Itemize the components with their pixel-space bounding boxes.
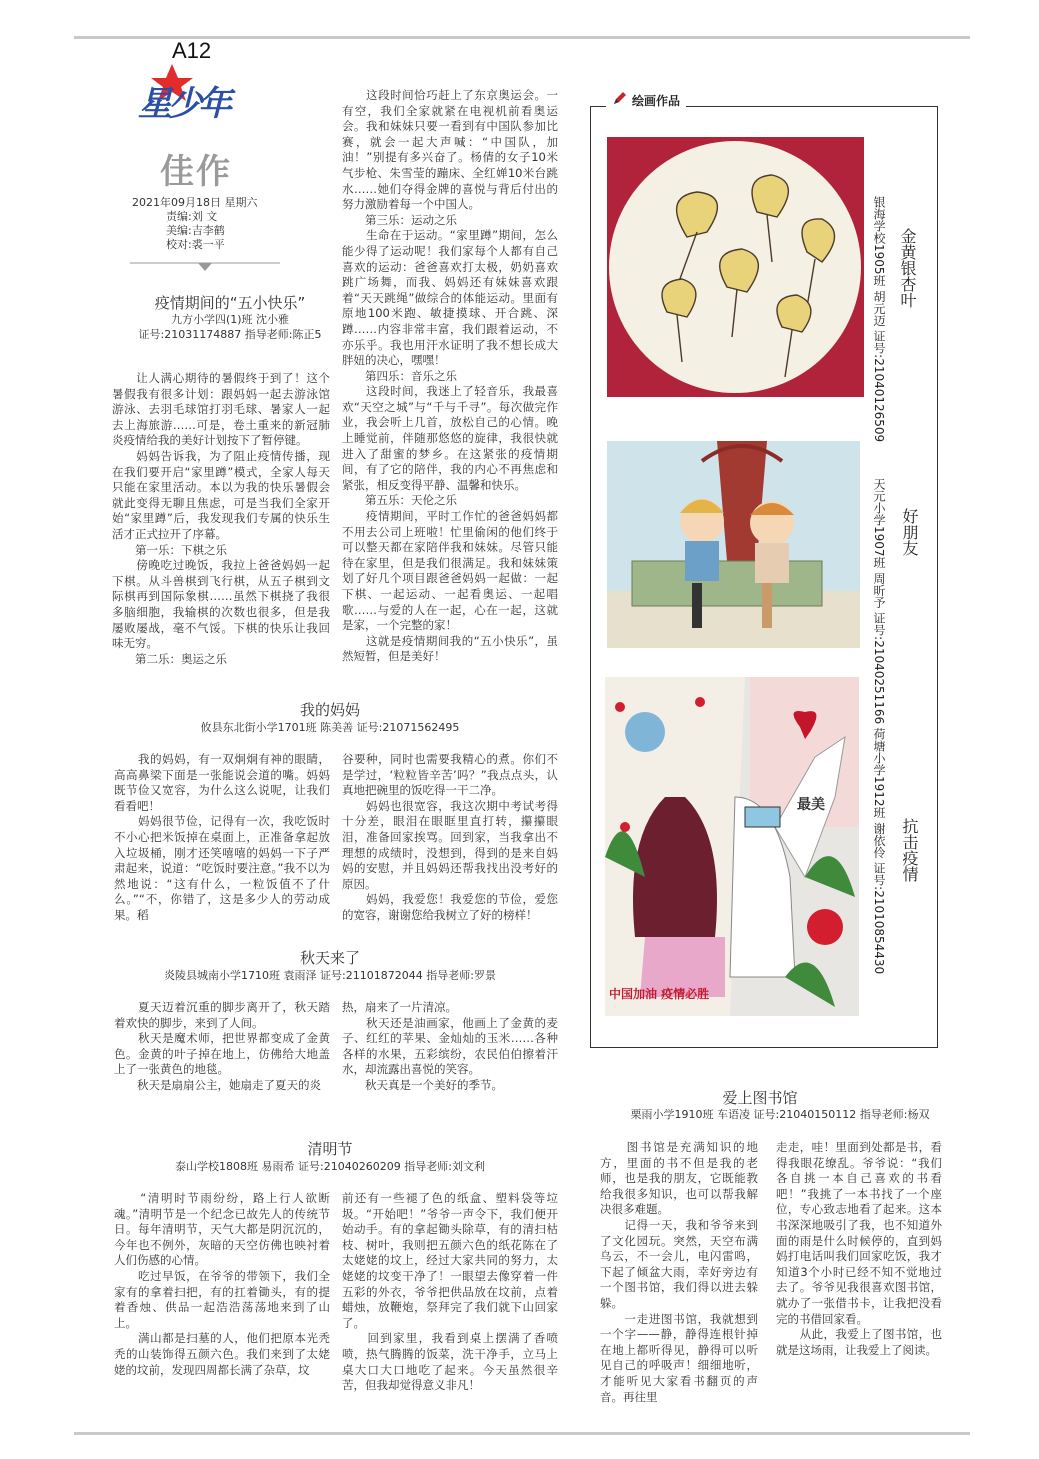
issue-date: 2021年09月18日 星期六 (132, 196, 258, 209)
article-body-col2: 热，扇来了一片清凉。 秋天还是油画家，他画上了金黄的麦子、红红的苹果、金灿灿的玉米……各种各样的水果，五彩缤纷，农民伯伯擦着汗水，却流露出喜悦的笑容。 秋天真是一个美好的季节。 (342, 1000, 558, 1092)
article-title: 秋天来了 (299, 949, 360, 967)
article-title: 我的妈妈 (299, 701, 360, 719)
artwork-banner-text: 中国加油 疫情必胜 (609, 987, 710, 1001)
artwork-title: 好朋友 (900, 508, 919, 556)
logo (132, 62, 262, 122)
article-body-col2: 这段时间恰巧赶上了东京奥运会。一有空，我们全家就紧在电视机前看奥运会。我和妹妹只要一看到有中国队参加比赛，就会一起大声喊：“中国队，加油！”别提有多兴奋了。杨倩的女子10米气步枪、朱雪莹的蹦床、全红婵10米台跳水……她们夺得金牌的喜悦与背后付出的努力激励着每一个中国人。 第三乐：运动之乐 生命在于运动。“家里蹲”期间，怎么能少得了运动呢！我们家每个人都有自己喜欢的运动：爸爸喜欢打太极，奶奶喜欢跳广场舞，而我、妈妈还有妹妹喜欢跟着“天天跳绳”做综合的体能运动。里面有原地100米跑、敏捷摸球、开合跳、深蹲……内容非常丰富，我们跟着运动，不亦乐乎。我也用汗水证明了我不想长成大胖妞的决心，嘿嘿！ 第四乐：音乐之乐 这段时间，我迷上了轻音乐，我最喜欢“天空之城”与“千与千寻”。每次做完作业，我会听上几首，放松自己的心情。晚上睡觉前，伴随那悠悠的旋律，我很快就进入了甜蜜的梦乡。在这紧张的疫情期间，有了它的陪伴，我的内心不再焦虑和紧张，相反变得平静、温馨和快乐。 第五乐：天伦之乐 疫情期间，平时工作忙的爸爸妈妈都不用去公司上班啦！忙里偷闲的他们终于可以整天都在家陪伴我和妹妹。尽管只能待在家里，但是我们很满足。我和妹妹策划了好几个项目跟爸爸妈妈一起做：一起下棋、一起运动、一起看奥运、一起唱歌……与爱的人在一起，心在一起，这就是家，一个完整的家！ 这就是疫情期间我的“五小快乐”，虽然短暂，但是美好！ (342, 88, 558, 664)
article-body-col1: “清明时节雨纷纷，路上行人欲断魂。”清明节是一个纪念已故先人的传统节日。每年清明节，天气大都是阴沉沉的，今年也不例外，灰暗的天空仿佛也映衬着人们伤感的心情。 吃过早饭，在爷爷的带领下，我们全家有的拿着扫把，有的扛着锄头，有的提着香烛、供品一起浩浩荡荡地来到了山上。 满山都是扫墓的人，他们把原本光秃秃的山装饰得五颜六色。我们来到了太姥姥的坟前，发现四周都长满了杂草，坟 (114, 1191, 330, 1377)
article-byline (100, 1158, 560, 1174)
article-body-col1: 夏天迈着沉重的脚步离开了，秋天踏着欢快的脚步，来到了人间。 秋天是魔术师，把世界都变成了金黄色。金黄的叶子掉在地上，仿佛给大地盖上了一张黄色的地毯。 秋天是扇扇公主，她扇走了夏天的炎 (114, 1000, 330, 1092)
article-body-col1: 我的妈妈，有一双炯炯有神的眼睛，高高鼻梁下面是一张能说会道的嘴。妈妈既节俭又宽容，为什么这么说呢，让我们看看吧！ 妈妈很节俭，记得有一次，我吃饭时不小心把米饭掉在桌面上，正准备拿起放入垃圾桶，刚才还笑嘻嘻的妈妈一下子严肃起来，说道：“吃饭时要注意。”我不以为然地说：“这有什么，一粒饭值不了什么。”“不，你错了，这是多少人的劳动成果。稻 (114, 752, 330, 922)
proofreader: 校对:裘一平 (166, 238, 225, 251)
editor: 责编:刘 文 (166, 210, 218, 223)
article-byline: 九方小学四(1)班 沈小雅 (170, 313, 290, 326)
article-cert: 证号:21031174887 指导老师:陈正5 (138, 328, 322, 341)
article-school: 攸县东北街小学1701班 陈美善 (200, 721, 354, 734)
article-cert: 证号:21040260209 指导老师:刘文利 (298, 1160, 485, 1173)
article-byline (130, 719, 530, 735)
section-title: 佳作 (160, 152, 232, 192)
designer: 美编:吉李鹤 (166, 224, 225, 237)
art-section-label: 绘画作品 (632, 93, 681, 108)
artwork-title: 金黄银杏叶 (898, 228, 917, 308)
article-cert: 证号:21101872044 指导老师:罗景 (320, 969, 496, 982)
article-byline (100, 967, 560, 983)
artwork-info: 荷塘小学1912班 谢依伶 证号:21010854430 (872, 728, 886, 975)
article-cert: 证号:21040150112 指导老师:杨双 (753, 1108, 930, 1121)
logo-text: 星少年 (138, 84, 228, 124)
artwork-friends (607, 441, 860, 648)
artwork-info: 天元小学1907班 周昕予 证号:21040251166 (872, 478, 886, 725)
article-body-col2: 前还有一些褪了色的纸盒、塑料袋等垃圾。“开始吧！”爷爷一声令下，我们便开始动手。有的拿起锄头除草，有的清扫枯枝、树叶，我则把五颜六色的纸花陈在了太姥姥的坟上，经过大家共同的努力，太姥姥的坟变干净了！一眼望去像穿着一件五彩的外衣，爷爷把供品放在坟前，点着蜡烛，放鞭炮，祭拜完了我们就下山回家了。 回到家里，我看到桌上摆满了香喷喷，热气腾腾的饭菜，洗干净手，立马上桌大口大口地吃了起来。今天虽然很辛苦，但我却觉得意义非凡！ (342, 1191, 558, 1393)
article-title: 清明节 (307, 1140, 353, 1158)
article-cert: 证号:21071562495 (356, 721, 460, 734)
article-school: 泰山学校1808班 易雨希 (175, 1160, 295, 1173)
page-number: A12 (172, 38, 212, 63)
article-school: 炎陵县城南小学1710班 袁雨泽 (164, 969, 317, 982)
article-title: 爱上图书馆 (722, 1089, 798, 1107)
article-byline (590, 1106, 970, 1122)
artwork-badge-text: 最美 (797, 797, 825, 813)
article-school: 栗雨小学1910班 车语凌 (630, 1108, 751, 1121)
article-body-col2: 走走，哇！里面到处都是书，看得我眼花缭乱。爷爷说：“我们各自挑一本自己喜欢的书看吧！”我挑了一本书找了一个座位，专心致志地看了起来。这本书深深地吸引了我，也不知道外面的雨是什么时候停的，直到妈妈打电话叫我们回家吃饭，我才知道3个小时已经不知不觉地过去了。爷爷见我很喜欢图书馆，就办了一张借书卡，让我把没看完的书借回家看。 从此，我爱上了图书馆，也就是这场雨，让我爱上了阅读。 (776, 1140, 942, 1357)
pencil-icon (612, 90, 628, 110)
artwork-title: 抗击疫情 (900, 818, 919, 882)
bottom-rule (74, 1432, 970, 1435)
article-title: 疫情期间的“五小快乐” (154, 294, 306, 312)
masthead-divider (130, 258, 280, 270)
art-section-header (606, 90, 686, 110)
artwork-ginkgo (607, 137, 864, 397)
artwork-fight-epidemic (605, 677, 859, 1016)
article-body-col1: 让人满心期待的暑假终于到了！这个暑假我有很多计划：跟妈妈一起去游泳馆游泳、去羽毛球馆打羽毛球、暑家人一起去上海旅游……可是，卷土重来的新冠肺炎疫情给我的美好计划按下了暂停键。 妈妈告诉我，为了阻止疫情传播，现在我们要开启“家里蹲”模式，全家人每天只能在家里活动。本以为我的快乐暑假会就此变得无聊且焦虑，可是当我们全家开始“家里蹲”后，我发现我们专属的快乐生活才正式拉开了序幕。 第一乐：下棋之乐 傍晚吃过晚饭，我拉上爸爸妈妈一起下棋。从斗兽棋到飞行棋，从五子棋到文际棋再到国际象棋……虽然下棋挠了我很多脑细胞，我输棋的次数也很多，但是我屡败屡战，毫不气馁。下棋的快乐让我回味无穷。 第二乐：奥运之乐 (112, 371, 330, 666)
article-body-col1: 图书馆是充满知识的地方，里面的书不但是我的老师，也是我的朋友，它既能教给我很多知识，也可以帮我解决很多难题。 记得一天，我和爷爷来到了文化园玩。突然，天空布满乌云，不一会儿，电闪雷鸣，下起了倾盆大雨，幸好旁边有一个图书馆，我们得以进去躲躲。 一走进图书馆，我就想到一个字——静，静得连根针掉在地上都听得见，静得可以听见自己的呼吸声！细细地听，才能听见大家看书翻页的声音。再往里 (600, 1140, 758, 1404)
article-body-col2: 谷要种，同时也需要我精心的煮。你们不是学过，‘粒粒皆辛苦’吗？”我点点头，认真地把碗里的饭吃得一干二净。 妈妈也很宽容，我这次期中考试考得十分差，眼泪在眼眶里直打转，攥攥眼泪，准备回家挨骂。回到家，当我拿出不理想的成绩时，没想到，得到的是来自妈妈的安慰，并且妈妈还帮我找出没考好的原因。 妈妈，我爱您！我爱您的节俭，爱您的宽容，谢谢您给我树立了好的榜样！ (342, 752, 558, 922)
artwork-info: 银海学校1905班 胡元迈 证号:21040126509 (872, 196, 886, 443)
